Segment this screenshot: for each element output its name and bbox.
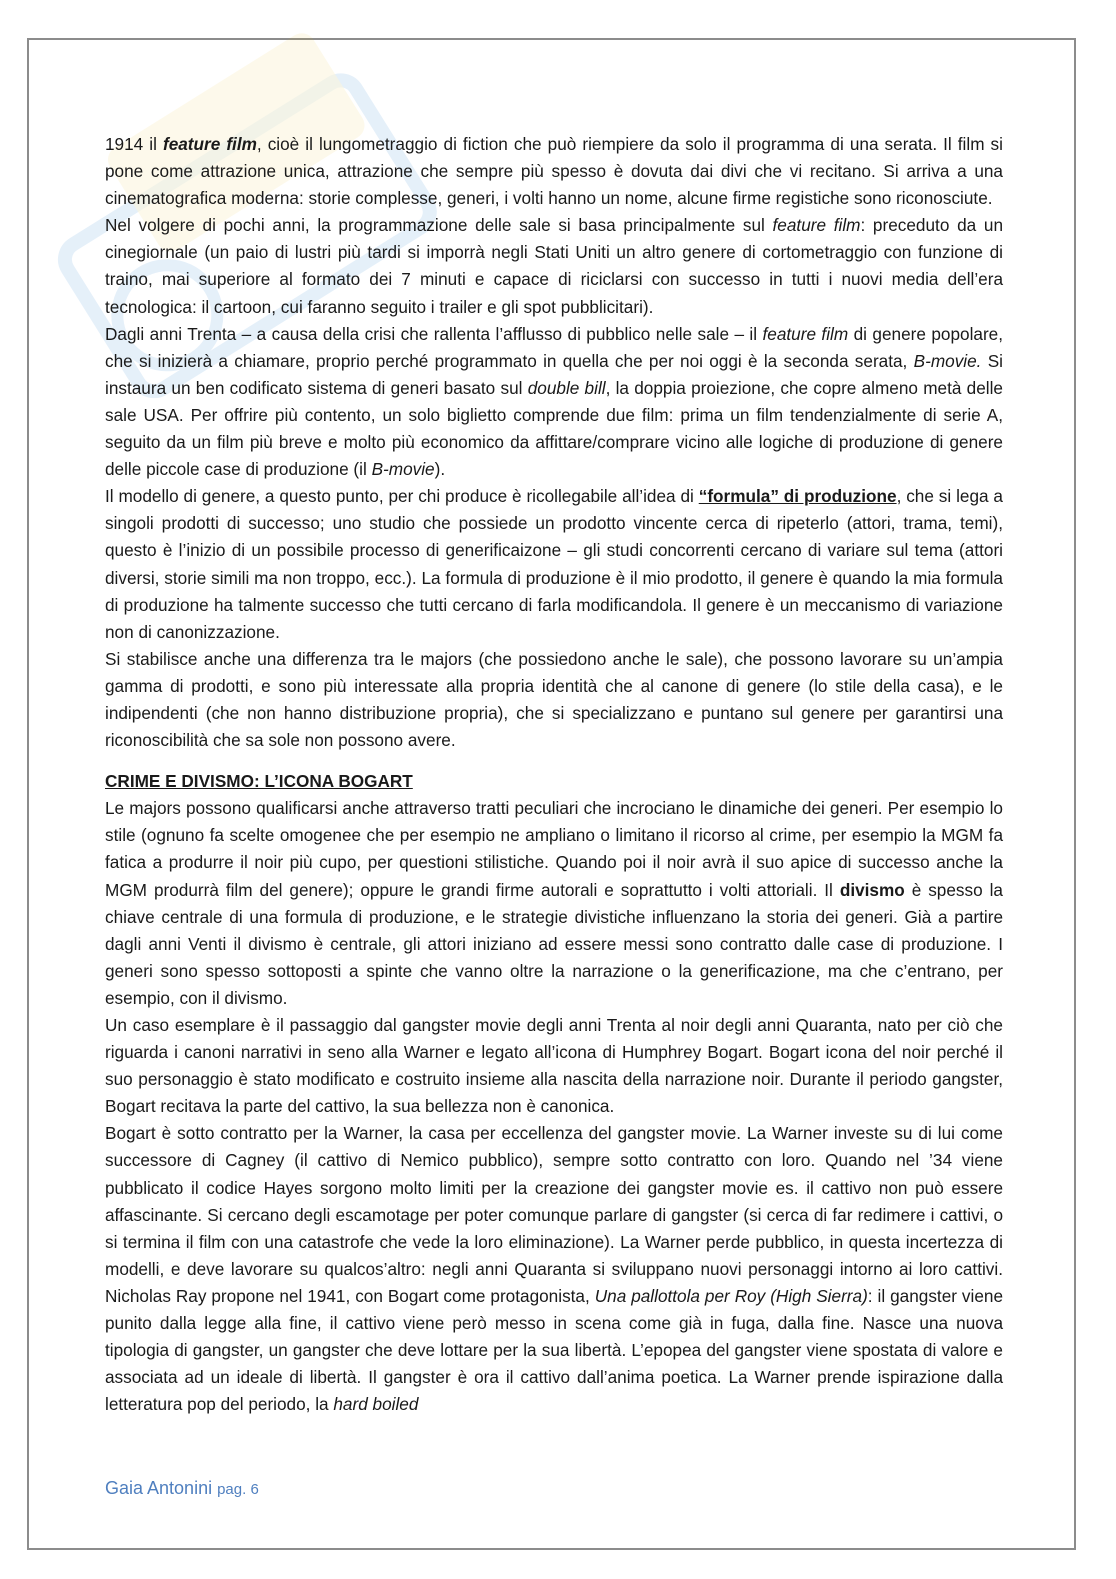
document-body — [105, 131, 1003, 1418]
paragraph-5: Si stabilisce anche una differenza tra le majors (che possiedono anche le sale), che possono lavorare su un’ampia gamma di prodotti, e sono più interessate alla propria identità che al canone di genere (lo stile della casa), e le indipendenti (che non hanno distribuzione propria), che si specializzano e puntano sul genere per garantirsi una riconoscibilità che sa sole non possono avere. — [105, 648, 1003, 751]
paragraph-2: Nel volgere di pochi anni, la programmazione delle sale si basa principalmente sul feature film: preceduto da un cinegiornale (un paio di lustri più tardi si imporrà negli Stati Uniti un altro genere di cortometraggio con funzione di traino, mai superiore al formato dei 7 minuti e capace di riciclarsi con successo in tutti i nuovi media dell’era tecnologica: il cartoon, cui faranno seguito i trailer e gli spot pubblicitari). — [105, 215, 1004, 317]
footer-page-number: pag. 6 — [217, 1481, 259, 1498]
page-footer — [105, 1478, 259, 1499]
section-heading: CRIME E DIVISMO: L’ICONA BOGART — [105, 771, 413, 792]
paragraph-7: Un caso esemplare è il passaggio dal gangster movie degli anni Trenta al noir degli anni Quaranta, nato per ciò che riguarda i canoni narrativi in seno alla Warner e legato all’icona di Humphrey Bogart. Bogart icona del noir perché il suo personaggio è stato modificato e costruito insieme alla nascita della narrazione noir. Durante il periodo gangster, Bogart recitava la parte del cattivo, la sua bellezza non è canonica. — [105, 1015, 1003, 1117]
paragraph-8: Bogart è sotto contratto per la Warner, la casa per eccellenza del gangster movie. La Warner investe su di lui come successore di Cagney (il cattivo di Nemico pubblico), sempre sotto contratto con loro. Quando nel ’34 viene pubblicato il codice Hayes sorgono molto limiti per la creazione dei gangster movie es. il cattivo non può essere affascinante. Si cercano degli escamotage per poter comunque parlare di gangster (si cerca di far redimere i cattivi, o si termina il film con una catastrofe che vede la loro eliminazione). La Warner perde pubblico, in questa incertezza di modelli, e deve lavorare su qualcos’altro: negli anni Quaranta si sviluppano nuovi personaggi intorno ai loro cattivi. Nicholas Ray propone nel 1941, con Bogart come protagonista, Una pallottola per Roy (High Sierra): il gangster viene punito dalla legge alla fine, il cattivo viene però messo in scena come già in fuga, dalla fine. Nasce una nuova tipologia di gangster, un gangster che deve lottare per la sua libertà. L’epopea del gangster viene spostata di valore e associata ad un ideale di libertà. Il gangster è ora il cattivo dall’anima poetica. La Warner prende ispirazione dalla letteratura pop del periodo, la hard boiled — [105, 1123, 1004, 1415]
paragraph-1: 1914 il feature film, cioè il lungometraggio di fiction che può riempiere da solo il programma di una serata. Il film si pone come attrazione unica, attrazione che sempre più spesso è dovuta dai divi che vi recitano. Si arriva a una cinematografica moderna: storie complesse, generi, i volti hanno un nome, alcune firme registiche sono riconosciute. — [105, 134, 1003, 209]
footer-author: Gaia Antonini — [105, 1478, 213, 1498]
paragraph-4: Il modello di genere, a questo punto, per chi produce è ricollegabile all’idea di “formula” di produzione, che si lega a singoli prodotti di successo; uno studio che possiede un prodotto vincente cerca di ripeterlo (attori, trama, temi), questo è l’inizio di un possibile processo di generificaizone – gli studi concorrenti cercano di variare sul tema (attori diversi, storie simili ma non troppo, ecc.). La formula di produzione è il mio prodotto, il genere è quando la mia formula di produzione ha talmente successo che tutti cercano di farla modificandola. Il genere è un meccanismo di variazione non di canonizzazione. — [105, 486, 1003, 642]
paragraph-3: Dagli anni Trenta – a causa della crisi che rallenta l’afflusso di pubblico nelle sale – il feature film di genere popolare, che si inizierà a chiamare, proprio perché programmato in quella che per noi oggi è la seconda serata, B-movie. Si instaura un ben codificato sistema di generi basato sul double bill, la doppia proiezione, che copre almeno metà delle sale USA. Per offrire più contento, un solo biglietto comprende due film: prima un film tendenzialmente di serie A, seguito da un film più breve e molto più economico da affittare/comprare vicino alle logiche di produzione di genere delle piccole case di produzione (il B-movie). — [105, 323, 1004, 480]
paragraph-6: Le majors possono qualificarsi anche attraverso tratti peculiari che incrociano le dinamiche dei generi. Per esempio lo stile (ognuno fa scelte omogenee che per esempio ne ampliano o limitano il ricorso al crime, per esempio la MGM fa fatica a produrre il noir più cupo, per questioni stilistiche. Quando poi il noir avrà il suo apice di successo anche la MGM produrrà film del genere); oppure le grandi firme autorali e soprattutto i volti attoriali. Il divismo è spesso la chiave centrale di una formula di produzione, e le strategie divistiche influenzano la storia dei generi. Già a partire dagli anni Venti il divismo è centrale, gli attori iniziano ad essere messi sono contratto dalle case di produzione. I generi sono spesso sottoposti a spinte che vanno oltre la narrazione o la generificazione, ma che c’entrano, per esempio, con il divismo. — [105, 798, 1003, 1008]
